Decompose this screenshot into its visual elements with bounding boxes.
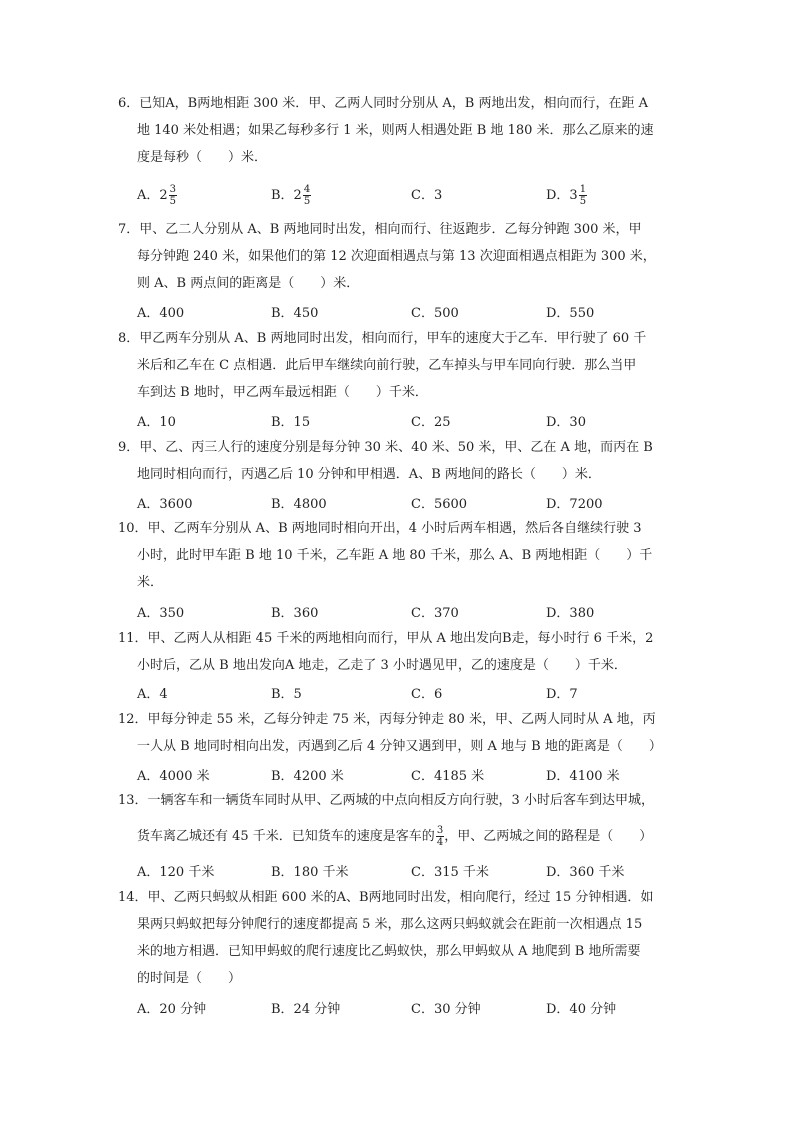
option-b: B．4800 <box>271 497 327 512</box>
option-b: B．4200 米 <box>271 769 344 784</box>
option-c: C．6 <box>411 687 443 702</box>
option-b: B．15 <box>271 415 311 430</box>
option-a: A．20 分钟 <box>137 1002 207 1017</box>
option-d: D．360 千米 <box>546 865 625 880</box>
option-a: A．400 <box>137 306 185 321</box>
question-line: 一人从 B 地同时相向出发，丙遇到乙后 4 分钟又遇到甲，则 A 地与 B 地的距离是（ ） <box>137 739 662 754</box>
question-line: 7．甲、乙二人分别从 A、B 两地同时出发，相向而行、往返跑步．乙每分钟跑 300 米，甲 <box>118 222 642 237</box>
question-line: 货车离乙城还有 45 千米．已知货车的速度是客车的 $\frac{3}{4}$ ，甲、乙两城之间的路程是（ ） <box>137 825 653 848</box>
question-8-options <box>137 411 697 433</box>
question-9 <box>118 434 678 488</box>
option-d: D．550 <box>546 306 595 321</box>
option-c: C．370 <box>411 606 459 621</box>
question-line: 地同时相向而行，丙遇乙后 10 分钟和甲相遇．A、B 两地间的路长（ ）米． <box>137 467 601 482</box>
question-line: 10．甲、乙两车分别从 A、B 两地同时相向开出，4 小时后两车相遇，然后各自继续行驶 3 <box>118 521 642 536</box>
question-line: 8．甲乙两车分别从 A、B 两地同时出发，相向而行，甲车的速度大于乙车．甲行驶了 60 千 <box>118 331 647 346</box>
option-b: B．450 <box>271 306 319 321</box>
question-10-options <box>137 602 697 624</box>
option-c: C．500 <box>411 306 459 321</box>
question-14-options <box>137 998 697 1020</box>
option-d: D．380 <box>546 606 595 621</box>
question-13-options <box>137 861 697 883</box>
option-c: C．25 <box>411 415 451 430</box>
option-d: D．3 $\frac{1}{5}$ <box>546 184 587 207</box>
question-9-options <box>137 493 697 515</box>
question-line: 14．甲、乙两只蚂蚁从相距 600 米的A、B两地同时出发，相向爬行，经过 15 分钟相遇．如 <box>118 890 654 905</box>
option-c: C．5600 <box>411 497 468 512</box>
question-12 <box>118 706 678 760</box>
question-line: 则 A、B 两点间的距离是（ ）米． <box>137 276 360 291</box>
question-line: 6．已知A，B两地相距 300 米．甲、乙两人同时分别从 A，B 两地出发，相向而行，在距 A <box>118 96 649 111</box>
question-12-options <box>137 765 697 787</box>
question-line: 小时后，乙从 B 地出发向A 地走，乙走了 3 小时遇见甲，乙的速度是（ ）千米． <box>137 658 627 673</box>
option-d: D．30 <box>546 415 586 430</box>
question-line: 9．甲、乙、丙三人行的速度分别是每分钟 30 米、40 米、50 米，甲、乙在 A 地，而丙在 B <box>118 440 653 455</box>
fraction: $\frac{3}{4}$ <box>436 825 444 848</box>
question-line: 果两只蚂蚁把每分钟爬行的速度都提高 5 米，那么这两只蚂蚁就会在距前一次相遇点 15 <box>137 917 643 932</box>
question-14 <box>118 884 678 992</box>
question-line: 12．甲每分钟走 55 米，乙每分钟走 75 米，丙每分钟走 80 米，甲、乙两人同时从 A 地，丙 <box>118 712 656 727</box>
option-a: A．3600 <box>137 497 193 512</box>
option-a: A．10 <box>137 415 176 430</box>
fraction: $\frac{1}{5}$ <box>579 184 587 207</box>
question-line: 11．甲、乙两人从相距 45 千米的两地相向而行，甲从 A 地出发向B走，每小时行 6 千米，2 <box>118 631 654 646</box>
question-line: 米的地方相遇．已知甲蚂蚁的爬行速度比乙蚂蚁快，那么甲蚂蚁从 A 地爬到 B 地所需要 <box>137 944 641 959</box>
question-line: 小时，此时甲车距 B 地 10 千米，乙车距 A 地 80 千米，那么 A、B 两地相距（ ）千 <box>137 548 653 563</box>
option-a: A．2 $\frac{3}{5}$ <box>137 184 177 207</box>
option-d: D．40 分钟 <box>546 1002 617 1017</box>
question-line: 米． <box>137 575 164 590</box>
question-line: 地 140 米处相遇；如果乙每秒多行 1 米，则两人相遇处距 B 地 180 米．那么乙原来的速 <box>137 123 654 138</box>
question-line: 的时间是（ ） <box>137 971 242 986</box>
question-11-options <box>137 683 697 705</box>
question-line: 度是每秒（ ）米． <box>137 150 268 165</box>
fraction: $\frac{3}{5}$ <box>169 184 177 207</box>
question-8 <box>118 325 678 406</box>
option-c: C．315 千米 <box>411 865 489 880</box>
option-b: B．24 分钟 <box>271 1002 341 1017</box>
question-line: 车到达 B 地时，甲乙两车最远相距（ ）千米． <box>137 385 428 400</box>
option-d: D．4100 米 <box>546 769 620 784</box>
option-a: A．4000 米 <box>137 769 210 784</box>
option-d: D．7 <box>546 687 578 702</box>
question-13 <box>118 787 678 850</box>
question-10 <box>118 515 678 596</box>
question-6 <box>118 90 678 171</box>
fraction: $\frac{4}{5}$ <box>303 184 311 207</box>
question-7 <box>118 216 678 297</box>
question-line: 每分钟跑 240 米，如果他们的第 12 次迎面相遇点与第 13 次迎面相遇点相距为 300 米， <box>137 249 656 264</box>
option-b: B．5 <box>271 687 302 702</box>
option-c: C．4185 米 <box>411 769 485 784</box>
option-a: A．4 <box>137 687 168 702</box>
option-c: C．30 分钟 <box>411 1002 481 1017</box>
question-11 <box>118 625 678 679</box>
option-b: B．360 <box>271 606 319 621</box>
option-c: C．3 <box>411 188 443 203</box>
option-b: B．2 $\frac{4}{5}$ <box>271 184 311 207</box>
option-b: B．180 千米 <box>271 865 349 880</box>
option-d: D．7200 <box>546 497 603 512</box>
question-7-options <box>137 302 697 324</box>
question-line: 13．一辆客车和一辆货车同时从甲、乙两城的中点向相反方向行驶，3 小时后客车到达甲城， <box>118 793 654 808</box>
question-line: 米后和乙车在 C 点相遇．此后甲车继续向前行驶，乙车掉头与甲车同向行驶．那么当甲 <box>137 358 637 373</box>
option-a: A．120 千米 <box>137 865 215 880</box>
question-6-options <box>137 184 697 206</box>
option-a: A．350 <box>137 606 185 621</box>
